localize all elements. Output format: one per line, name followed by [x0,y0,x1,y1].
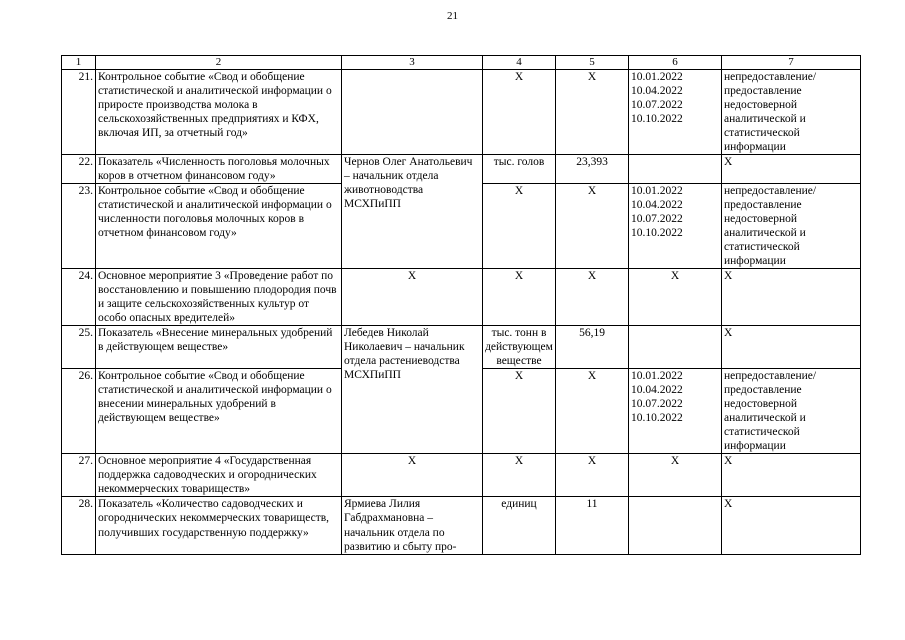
row-number: 28. [62,497,96,554]
row-name: Контрольное событие «Свод и обобщение статистической и аналитической информации о приросте производства молока в сельскохозяйственных предприятиях и КФХ, включая ИП, за отчетный год» [96,70,342,155]
cell-col5: 23,393 [556,155,629,184]
cell-col7: непредоставление/ предоставление недостоверной аналитической и статистической информации [722,184,861,269]
cell-col5: X [556,454,629,497]
cell-col4: тыс. тонн в действующем веществе [483,326,556,369]
dates-cell [629,184,722,269]
col-header: 5 [556,56,629,70]
cell-col5: 11 [556,497,629,554]
row-name: Показатель «Внесение минеральных удобрений в действующем веществе» [96,326,342,369]
row-number: 21. [62,70,96,155]
row-name: Основное мероприятие 3 «Проведение работ по восстановлению и повышению плодородия почв и защите сельскохозяйственных культур от особо опасных вредителей» [96,269,342,326]
row-name: Показатель «Количество садоводческих и огороднических некоммерческих товариществ, получивших государственную поддержку» [96,497,342,554]
header-row [62,56,861,70]
responsible-cell: X [342,454,483,497]
table-row [62,454,861,497]
row-name: Контрольное событие «Свод и обобщение статистической и аналитической информации о численности поголовья молочных коров в отчетном финансовом году» [96,184,342,269]
row-number: 27. [62,454,96,497]
cell-col4: X [483,269,556,326]
table-row [62,269,861,326]
table-row [62,155,861,184]
date: 10.07.2022 [631,99,683,112]
cell-col4: X [483,70,556,155]
row-number: 23. [62,184,96,269]
responsible-cell: Лебедев Николай Николаевич – начальник отдела растениеводства МСХПиПП [342,326,483,454]
dates-cell: X [629,454,722,497]
cell-col7: X [722,497,861,554]
cell-col5: 56,19 [556,326,629,369]
date: 10.10.2022 [631,113,683,126]
date: 10.04.2022 [631,199,683,212]
date: 10.07.2022 [631,213,683,226]
dates-cell [629,369,722,454]
date: 10.01.2022 [631,71,683,83]
dates-cell [629,70,722,155]
row-name: Основное мероприятие 4 «Государственная поддержка садоводческих и огороднических некоммерческих товариществ» [96,454,342,497]
date: 10.04.2022 [631,85,683,98]
page-number: 21 [447,10,458,22]
cell-col5: X [556,369,629,454]
cell-col5: X [556,269,629,326]
cell-col4: X [483,184,556,269]
responsible-cell: X [342,269,483,326]
row-number: 25. [62,326,96,369]
date: 10.01.2022 [631,370,683,383]
cell-col5: X [556,184,629,269]
col-header: 7 [722,56,861,70]
cell-col4: тыс. голов [483,155,556,184]
col-header: 1 [62,56,96,70]
dates-cell [629,155,722,184]
dates-cell: X [629,269,722,326]
cell-col7: X [722,269,861,326]
responsible-cell [342,70,483,155]
row-number: 24. [62,269,96,326]
row-number: 26. [62,369,96,454]
cell-col4: X [483,369,556,454]
col-header: 3 [342,56,483,70]
table-row [62,497,861,554]
cell-col7: X [722,326,861,369]
col-header: 2 [96,56,342,70]
cell-col7: непредоставление/ предоставление недостоверной аналитической и статистической информации [722,369,861,454]
cell-col7: X [722,454,861,497]
col-header: 6 [629,56,722,70]
date: 10.04.2022 [631,384,683,397]
date: 10.10.2022 [631,412,683,425]
col-header: 4 [483,56,556,70]
dates-cell [629,326,722,369]
date: 10.01.2022 [631,185,683,198]
cell-col7: непредоставление/ предоставление недостоверной аналитической и статистической информации [722,70,861,155]
monitoring-table [61,55,861,555]
row-name: Контрольное событие «Свод и обобщение статистической и аналитической информации о внесении минеральных удобрений в действующем веществе» [96,369,342,454]
cell-col4: единиц [483,497,556,554]
cell-col5: X [556,70,629,155]
date: 10.10.2022 [631,227,683,240]
cell-col7: X [722,155,861,184]
table-row [62,326,861,369]
responsible-cell: Ярмиева Лилия Габдрахмановна – начальник отдела по развитию и сбыту про- [342,497,483,554]
dates-cell [629,497,722,554]
row-number: 22. [62,155,96,184]
cell-col4: X [483,454,556,497]
responsible-cell: Чернов Олег Анатольевич – начальник отдела животноводства МСХПиПП [342,155,483,269]
date: 10.07.2022 [631,398,683,411]
row-name: Показатель «Численность поголовья молочных коров в отчетном финансовом году» [96,155,342,184]
table-row [62,70,861,155]
